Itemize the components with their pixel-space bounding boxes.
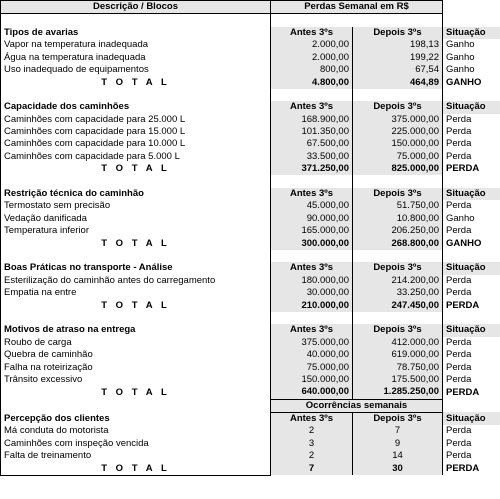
status-value: Ganho [443, 39, 500, 51]
total-label: T O T A L [1, 76, 271, 88]
row-label: Má conduta do motorista [1, 425, 271, 437]
after-value: 198,13 [353, 39, 443, 51]
table-row [1, 287, 500, 299]
status-value: Perda [443, 114, 500, 126]
status-value: Perda [443, 275, 500, 287]
row-label: Caminhões com inspeção vencida [1, 438, 271, 450]
spacer-cell [353, 89, 443, 101]
spacer-cell [1, 312, 271, 324]
total-row [1, 462, 500, 475]
before-value: 2 [271, 450, 353, 462]
spacer-cell [271, 89, 353, 101]
row-label: Roubo de carga [1, 337, 271, 349]
after-value: 14 [353, 450, 443, 462]
section-title: Capacidade dos caminhões [1, 101, 271, 113]
description-header: Descrição / Blocos [1, 1, 271, 14]
section-title: Tipos de avarias [1, 27, 271, 39]
row-label: Trânsito excessivo [1, 374, 271, 386]
before-value: 150.000,00 [271, 374, 353, 386]
table-row [1, 374, 500, 386]
before-value: 67.500,00 [271, 138, 353, 150]
empty-cell [443, 1, 500, 14]
total-label: T O T A L [1, 386, 271, 399]
total-status: PERDA [443, 163, 500, 175]
before-value: 2 [271, 425, 353, 437]
total-before: 210.000,00 [271, 299, 353, 311]
spacer-cell [1, 14, 271, 27]
after-value: 150.000,00 [353, 138, 443, 150]
total-status: PERDA [443, 386, 500, 399]
status-value: Perda [443, 225, 500, 237]
status-value: Perda [443, 337, 500, 349]
after-value: 412.000,00 [353, 337, 443, 349]
status-value: Perda [443, 126, 500, 138]
status-header: Situação [443, 188, 500, 200]
row-label: Empatia na entre [1, 287, 271, 299]
status-value: Perda [443, 361, 500, 373]
status-header: Situação [443, 262, 500, 274]
occurrences-header-row [1, 399, 500, 412]
before-header: Antes 3ºs [271, 412, 353, 425]
section-title: Motivos de atraso na entrega [1, 324, 271, 336]
before-value: 375.000,00 [271, 337, 353, 349]
spacer-cell [271, 250, 353, 262]
row-label: Uso inadequado de equipamentos [1, 64, 271, 76]
before-value: 3 [271, 438, 353, 450]
status-header: Situação [443, 324, 500, 336]
table-row [1, 39, 500, 51]
table-row [1, 225, 500, 237]
spacer-row [1, 312, 500, 324]
total-before: 300.000,00 [271, 237, 353, 249]
spacer-cell [353, 175, 443, 187]
spacer-cell [443, 175, 500, 187]
before-header: Antes 3ºs [271, 262, 353, 274]
before-value: 40.000,00 [271, 349, 353, 361]
table-row [1, 64, 500, 76]
row-label: Falha na roteirização [1, 361, 271, 373]
status-value: Ganho [443, 52, 500, 64]
after-value: 51.750,00 [353, 200, 443, 212]
after-value: 7 [353, 425, 443, 437]
total-status: PERDA [443, 462, 500, 475]
spacer-cell [443, 14, 500, 27]
total-before: 4.800,00 [271, 76, 353, 88]
after-value: 9 [353, 438, 443, 450]
spacer-cell [443, 250, 500, 262]
spacer-row [1, 175, 500, 187]
before-value: 180.000,00 [271, 275, 353, 287]
before-header: Antes 3ºs [271, 188, 353, 200]
row-label: Caminhões com capacidade para 10.000 L [1, 138, 271, 150]
spacer-cell [443, 399, 500, 412]
row-label: Caminhões com capacidade para 5.000 L [1, 151, 271, 163]
total-after: 825.000,00 [353, 163, 443, 175]
row-label: Vedação danificada [1, 213, 271, 225]
spacer-cell [353, 14, 443, 27]
spacer-row [1, 14, 500, 27]
before-value: 33.500,00 [271, 151, 353, 163]
section-title: Restrição técnica do caminhão [1, 188, 271, 200]
before-value: 101.350,00 [271, 126, 353, 138]
status-value: Ganho [443, 64, 500, 76]
after-value: 214.200,00 [353, 275, 443, 287]
table-row [1, 349, 500, 361]
spacer-cell [271, 175, 353, 187]
total-status: GANHO [443, 237, 500, 249]
before-value: 75.000,00 [271, 361, 353, 373]
table-row [1, 425, 500, 437]
section-title: Boas Práticas no transporte - Análise [1, 262, 271, 274]
row-label: Esterilização do caminhão antes do carregamento [1, 275, 271, 287]
after-header: Depois 3ºs [353, 27, 443, 39]
total-after: 464,89 [353, 76, 443, 88]
before-header: Antes 3ºs [271, 324, 353, 336]
row-label: Caminhões com capacidade para 15.000 L [1, 126, 271, 138]
before-value: 165.000,00 [271, 225, 353, 237]
row-label: Água na temperatura inadequada [1, 52, 271, 64]
sheet-header-row [1, 1, 500, 14]
total-row [1, 386, 500, 399]
after-value: 199,22 [353, 52, 443, 64]
before-value: 45.000,00 [271, 200, 353, 212]
status-value: Perda [443, 287, 500, 299]
total-before: 371.250,00 [271, 163, 353, 175]
status-header: Situação [443, 101, 500, 113]
after-value: 375.000,00 [353, 114, 443, 126]
total-before: 640.000,00 [271, 386, 353, 399]
after-header: Depois 3ºs [353, 188, 443, 200]
spacer-cell [443, 312, 500, 324]
spacer-cell [443, 89, 500, 101]
section-header-row [1, 262, 500, 274]
status-value: Perda [443, 200, 500, 212]
status-value: Perda [443, 138, 500, 150]
total-label: T O T A L [1, 237, 271, 249]
total-row [1, 299, 500, 311]
status-value: Perda [443, 425, 500, 437]
row-label: Termostato sem precisão [1, 200, 271, 212]
row-label: Vapor na temperatura inadequada [1, 39, 271, 51]
spacer-cell [271, 312, 353, 324]
spacer-cell [271, 14, 353, 27]
before-value: 800,00 [271, 64, 353, 76]
before-value: 2.000,00 [271, 39, 353, 51]
losses-header: Perdas Semanal em R$ [271, 1, 443, 14]
after-value: 10.800,00 [353, 213, 443, 225]
total-label: T O T A L [1, 299, 271, 311]
before-value: 30.000,00 [271, 287, 353, 299]
occurrences-header: Ocorrências semanais [271, 399, 443, 412]
after-value: 175.500,00 [353, 374, 443, 386]
after-value: 78.750,00 [353, 361, 443, 373]
total-after: 247.450,00 [353, 299, 443, 311]
status-header: Situação [443, 27, 500, 39]
after-value: 67,54 [353, 64, 443, 76]
total-row [1, 237, 500, 249]
table-row [1, 213, 500, 225]
table-row [1, 361, 500, 373]
before-header: Antes 3ºs [271, 101, 353, 113]
table-row [1, 275, 500, 287]
after-value: 206.250,00 [353, 225, 443, 237]
table-row [1, 200, 500, 212]
table-row [1, 450, 500, 462]
table-row [1, 114, 500, 126]
total-label: T O T A L [1, 462, 271, 475]
after-value: 75.000,00 [353, 151, 443, 163]
after-header: Depois 3ºs [353, 324, 443, 336]
spacer-row [1, 89, 500, 101]
spacer-cell [353, 250, 443, 262]
before-value: 168.900,00 [271, 114, 353, 126]
table-row [1, 438, 500, 450]
after-value: 225.000,00 [353, 126, 443, 138]
after-value: 619.000,00 [353, 349, 443, 361]
status-header: Situação [443, 412, 500, 425]
section-title: Percepção dos clientes [1, 412, 271, 425]
row-label: Temperatura inferior [1, 225, 271, 237]
total-after: 268.800,00 [353, 237, 443, 249]
status-value: Perda [443, 151, 500, 163]
after-value: 33.250,00 [353, 287, 443, 299]
status-value: Perda [443, 349, 500, 361]
total-row [1, 76, 500, 88]
section-header-row [1, 27, 500, 39]
total-before: 7 [271, 462, 353, 475]
spacer-cell [1, 250, 271, 262]
after-header: Depois 3ºs [353, 262, 443, 274]
status-value: Perda [443, 438, 500, 450]
spacer-cell [1, 399, 271, 412]
row-label: Quebra de caminhão [1, 349, 271, 361]
status-value: Perda [443, 450, 500, 462]
section-header-row [1, 101, 500, 113]
spacer-row [1, 250, 500, 262]
spacer-cell [353, 312, 443, 324]
before-value: 2.000,00 [271, 52, 353, 64]
total-after: 30 [353, 462, 443, 475]
table-row [1, 337, 500, 349]
spacer-cell [1, 89, 271, 101]
section-header-row [1, 412, 500, 425]
table-row [1, 126, 500, 138]
spacer-cell [1, 175, 271, 187]
before-value: 90.000,00 [271, 213, 353, 225]
row-label: Caminhões com capacidade para 25.000 L [1, 114, 271, 126]
after-header: Depois 3ºs [353, 412, 443, 425]
section-header-row [1, 324, 500, 336]
table-row [1, 52, 500, 64]
section-header-row [1, 188, 500, 200]
total-status: GANHO [443, 76, 500, 88]
total-row [1, 163, 500, 175]
after-header: Depois 3ºs [353, 101, 443, 113]
status-value: Perda [443, 374, 500, 386]
row-label: Falta de treinamento [1, 450, 271, 462]
total-label: T O T A L [1, 163, 271, 175]
before-header: Antes 3ºs [271, 27, 353, 39]
total-status: PERDA [443, 299, 500, 311]
total-after: 1.285.250,00 [353, 386, 443, 399]
status-value: Ganho [443, 213, 500, 225]
table-row [1, 151, 500, 163]
table-row [1, 138, 500, 150]
